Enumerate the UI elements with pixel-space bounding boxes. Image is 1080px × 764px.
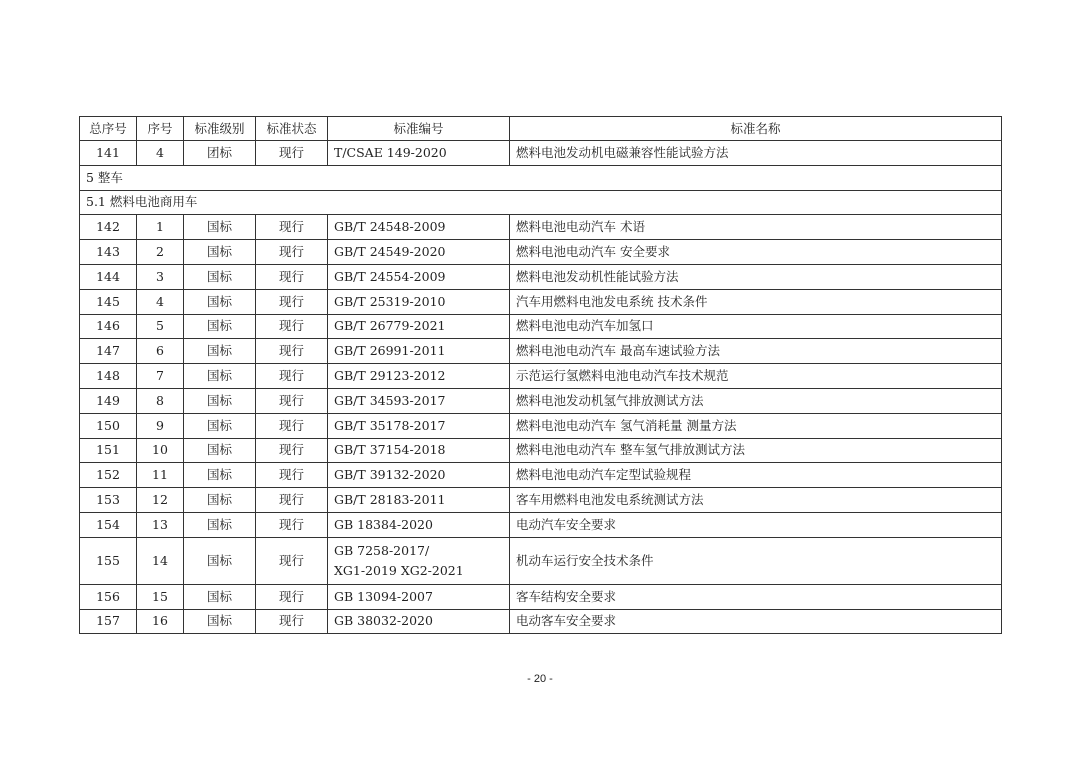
header-sequence-number: 序号 xyxy=(137,117,184,141)
cell-standard-status: 现行 xyxy=(256,264,328,289)
cell-standard-level: 国标 xyxy=(184,339,256,364)
cell-total-number: 157 xyxy=(80,609,137,634)
standard-code-line: GB/T 24554-2009 xyxy=(334,268,446,284)
cell-standard-status: 现行 xyxy=(256,215,328,240)
cell-standard-level: 国标 xyxy=(184,240,256,265)
section-title-fuel-cell-commercial-vehicle: 5.1 燃料电池商用车 xyxy=(80,190,1002,215)
table-header xyxy=(80,117,1002,141)
cell-standard-level: 国标 xyxy=(184,609,256,634)
cell-sequence-number: 8 xyxy=(137,388,184,413)
cell-standard-status: 现行 xyxy=(256,388,328,413)
cell-standard-name: 燃料电池电动汽车 安全要求 xyxy=(510,240,1002,265)
cell-sequence-number: 6 xyxy=(137,339,184,364)
standard-code-line: GB 18384-2020 xyxy=(334,516,433,532)
cell-standard-name: 燃料电池电动汽车 整车氢气排放测试方法 xyxy=(510,438,1002,463)
cell-standard-status: 现行 xyxy=(256,141,328,166)
cell-standard-level: 国标 xyxy=(184,289,256,314)
table-row xyxy=(80,438,1002,463)
cell-standard-name: 燃料电池电动汽车定型试验规程 xyxy=(510,463,1002,488)
table-row xyxy=(80,388,1002,413)
standard-code-line: GB/T 37154-2018 xyxy=(334,442,446,458)
cell-standard-name: 燃料电池电动汽车加氢口 xyxy=(510,314,1002,339)
cell-standard-name: 燃料电池发动机性能试验方法 xyxy=(510,264,1002,289)
table-row xyxy=(80,463,1002,488)
cell-standard-level: 国标 xyxy=(184,215,256,240)
cell-standard-code xyxy=(328,463,510,488)
standard-code-line: GB/T 29123-2012 xyxy=(334,368,446,384)
cell-total-number: 145 xyxy=(80,289,137,314)
cell-standard-level: 国标 xyxy=(184,463,256,488)
cell-total-number: 148 xyxy=(80,364,137,389)
section-row-5-1 xyxy=(80,190,1002,215)
standard-code-line: GB/T 25319-2010 xyxy=(334,293,446,309)
cell-total-number: 146 xyxy=(80,314,137,339)
cell-standard-level: 国标 xyxy=(184,488,256,513)
cell-standard-status: 现行 xyxy=(256,512,328,537)
cell-total-number: 144 xyxy=(80,264,137,289)
section-rows xyxy=(80,165,1002,215)
standard-code-line: GB/T 39132-2020 xyxy=(334,467,446,483)
cell-standard-code xyxy=(328,289,510,314)
cell-standard-level: 国标 xyxy=(184,584,256,609)
table-row xyxy=(80,413,1002,438)
standard-code-line: GB/T 28183-2011 xyxy=(334,492,446,508)
cell-standard-code xyxy=(328,388,510,413)
cell-standard-code xyxy=(328,413,510,438)
standard-code-line: GB/T 26991-2011 xyxy=(334,343,446,359)
cell-standard-name: 客车用燃料电池发电系统测试方法 xyxy=(510,488,1002,513)
cell-standard-name: 示范运行氢燃料电池电动汽车技术规范 xyxy=(510,364,1002,389)
table-row xyxy=(80,512,1002,537)
cell-standard-level: 国标 xyxy=(184,364,256,389)
cell-standard-level: 国标 xyxy=(184,537,256,584)
standards-table xyxy=(79,116,1002,634)
cell-sequence-number: 5 xyxy=(137,314,184,339)
cell-total-number: 151 xyxy=(80,438,137,463)
header-standard-code: 标准编号 xyxy=(328,117,510,141)
table-row xyxy=(80,488,1002,513)
cell-total-number: 156 xyxy=(80,584,137,609)
cell-sequence-number: 10 xyxy=(137,438,184,463)
cell-total-number: 143 xyxy=(80,240,137,265)
standard-code-line: GB/T 26779-2021 xyxy=(334,318,446,334)
cell-sequence-number: 13 xyxy=(137,512,184,537)
cell-standard-code xyxy=(328,264,510,289)
cell-standard-status: 现行 xyxy=(256,289,328,314)
cell-standard-code xyxy=(328,339,510,364)
cell-standard-level: 国标 xyxy=(184,512,256,537)
cell-standard-name: 燃料电池电动汽车 术语 xyxy=(510,215,1002,240)
cell-standard-status: 现行 xyxy=(256,314,328,339)
cell-sequence-number: 7 xyxy=(137,364,184,389)
cell-standard-level: 国标 xyxy=(184,314,256,339)
cell-standard-name: 电动客车安全要求 xyxy=(510,609,1002,634)
table-row xyxy=(80,584,1002,609)
cell-sequence-number: 3 xyxy=(137,264,184,289)
section-row-5 xyxy=(80,165,1002,190)
cell-sequence-number: 9 xyxy=(137,413,184,438)
cell-standard-name: 客车结构安全要求 xyxy=(510,584,1002,609)
cell-total-number: 155 xyxy=(80,537,137,584)
cell-total-number: 150 xyxy=(80,413,137,438)
table-row xyxy=(80,364,1002,389)
cell-standard-code xyxy=(328,364,510,389)
cell-total-number: 154 xyxy=(80,512,137,537)
cell-standard-name: 燃料电池发动机电磁兼容性能试验方法 xyxy=(510,141,1002,166)
cell-standard-status: 现行 xyxy=(256,609,328,634)
table-row xyxy=(80,264,1002,289)
cell-sequence-number: 14 xyxy=(137,537,184,584)
cell-standard-status: 现行 xyxy=(256,438,328,463)
standard-code-line: GB 7258-2017/ xyxy=(334,542,430,558)
standard-code-line: GB/T 24549-2020 xyxy=(334,244,446,260)
cell-standard-status: 现行 xyxy=(256,463,328,488)
cell-standard-code xyxy=(328,512,510,537)
header-standard-name: 标准名称 xyxy=(510,117,1002,141)
cell-standard-code xyxy=(328,215,510,240)
standard-code-line: GB 38032-2020 xyxy=(334,613,433,629)
cell-standard-status: 现行 xyxy=(256,339,328,364)
standard-code-line: XG1-2019 XG2-2021 xyxy=(334,562,464,578)
cell-standard-level: 国标 xyxy=(184,438,256,463)
cell-sequence-number: 4 xyxy=(137,141,184,166)
table-row xyxy=(80,314,1002,339)
cell-standard-level: 国标 xyxy=(184,264,256,289)
cell-standard-name: 电动汽车安全要求 xyxy=(510,512,1002,537)
cell-sequence-number: 15 xyxy=(137,584,184,609)
cell-standard-status: 现行 xyxy=(256,413,328,438)
cell-standard-level: 国标 xyxy=(184,388,256,413)
standard-code-line: GB 13094-2007 xyxy=(334,588,433,604)
cell-sequence-number: 16 xyxy=(137,609,184,634)
cell-total-number: 147 xyxy=(80,339,137,364)
cell-sequence-number: 11 xyxy=(137,463,184,488)
cell-standard-name: 汽车用燃料电池发电系统 技术条件 xyxy=(510,289,1002,314)
cell-sequence-number: 12 xyxy=(137,488,184,513)
cell-total-number: 141 xyxy=(80,141,137,166)
table-row xyxy=(80,609,1002,634)
standard-code-line: GB/T 24548-2009 xyxy=(334,219,446,235)
table-row xyxy=(80,339,1002,364)
cell-standard-code xyxy=(328,141,510,166)
table-row xyxy=(80,289,1002,314)
cell-total-number: 153 xyxy=(80,488,137,513)
cell-standard-level: 国标 xyxy=(184,413,256,438)
cell-standard-code xyxy=(328,609,510,634)
standard-code-line: GB/T 34593-2017 xyxy=(334,392,446,408)
cell-standard-name: 机动车运行安全技术条件 xyxy=(510,537,1002,584)
header-standard-level: 标准级别 xyxy=(184,117,256,141)
page-number: - 20 - xyxy=(527,673,553,685)
cell-standard-code xyxy=(328,314,510,339)
cell-total-number: 149 xyxy=(80,388,137,413)
cell-standard-name: 燃料电池电动汽车 氢气消耗量 测量方法 xyxy=(510,413,1002,438)
cell-sequence-number: 1 xyxy=(137,215,184,240)
cell-standard-code xyxy=(328,488,510,513)
cell-standard-status: 现行 xyxy=(256,488,328,513)
table-body-main xyxy=(80,215,1002,634)
table-body-top xyxy=(80,141,1002,166)
table-row xyxy=(80,537,1002,584)
table-row xyxy=(80,240,1002,265)
cell-standard-level: 团标 xyxy=(184,141,256,166)
table-row xyxy=(80,215,1002,240)
cell-standard-status: 现行 xyxy=(256,537,328,584)
cell-standard-name: 燃料电池发动机氢气排放测试方法 xyxy=(510,388,1002,413)
header-row xyxy=(80,117,1002,141)
section-title-vehicle: 5 整车 xyxy=(80,165,1002,190)
cell-standard-code xyxy=(328,438,510,463)
standard-code-line: GB/T 35178-2017 xyxy=(334,417,446,433)
cell-sequence-number: 4 xyxy=(137,289,184,314)
header-total-number: 总序号 xyxy=(80,117,137,141)
cell-standard-name: 燃料电池电动汽车 最高车速试验方法 xyxy=(510,339,1002,364)
cell-standard-status: 现行 xyxy=(256,240,328,265)
cell-total-number: 152 xyxy=(80,463,137,488)
cell-standard-code xyxy=(328,537,510,584)
cell-standard-status: 现行 xyxy=(256,584,328,609)
cell-sequence-number: 2 xyxy=(137,240,184,265)
header-standard-status: 标准状态 xyxy=(256,117,328,141)
standard-code-line: T/CSAE 149-2020 xyxy=(334,144,447,160)
cell-standard-status: 现行 xyxy=(256,364,328,389)
cell-standard-code xyxy=(328,584,510,609)
cell-standard-code xyxy=(328,240,510,265)
table-row xyxy=(80,141,1002,166)
cell-total-number: 142 xyxy=(80,215,137,240)
